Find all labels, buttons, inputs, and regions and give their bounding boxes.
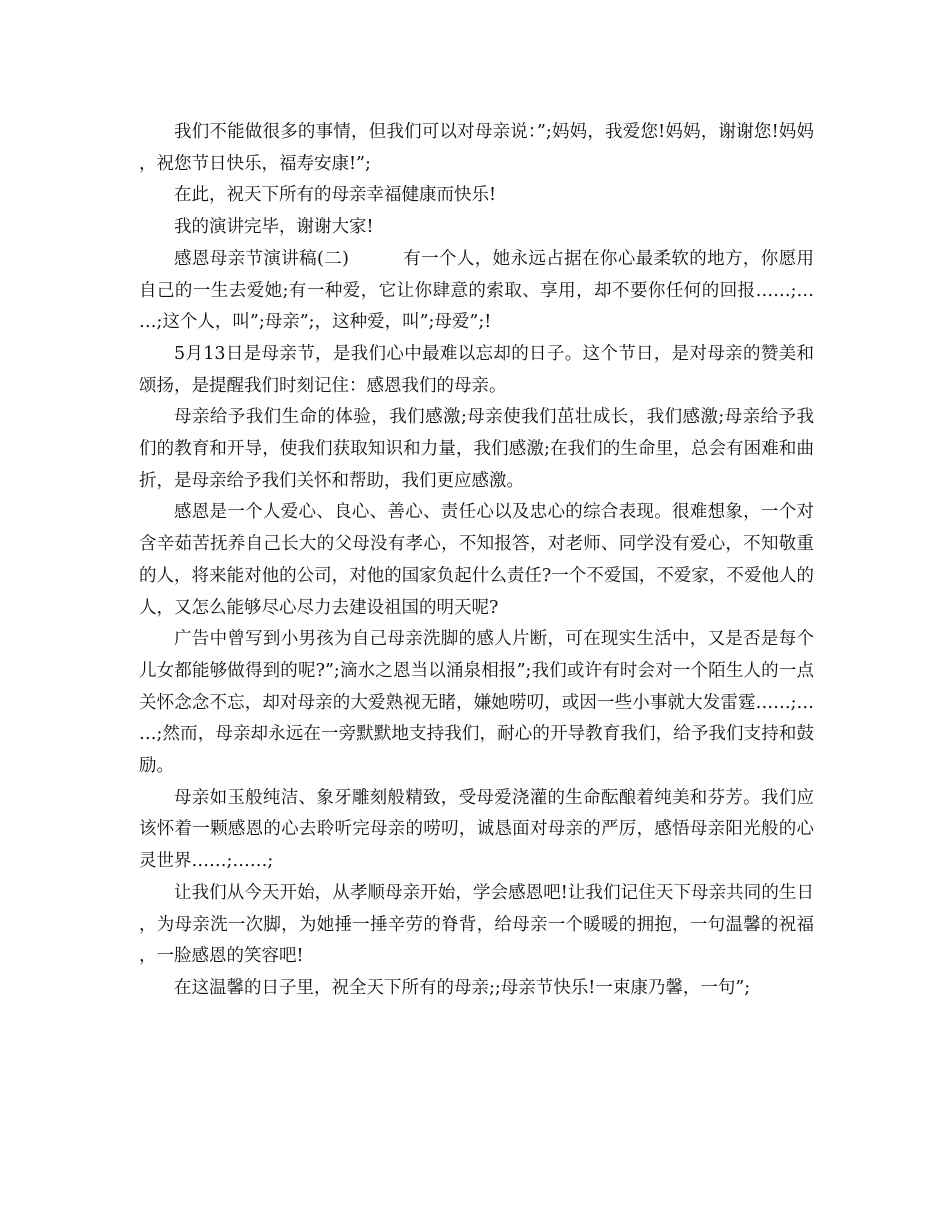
document-body xyxy=(139,117,814,1005)
paragraph-9: 让我们从今天开始，从孝顺母亲开始，学会感恩吧!让我们记住天下母亲共同的生日，为母亲洗一次脚，为她捶一捶辛劳的脊背，给母亲一个暖暖的拥抱，一句温馨的祝福，一脸感恩的笑容吧! xyxy=(139,882,814,967)
paragraph-5: 母亲给予我们生命的体验，我们感激;母亲使我们茁壮成长，我们感激;母亲给予我们的教育和开导，使我们获取知识和力量，我们感激;在我们的生命里，总会有困难和曲折，是母亲给予我们关怀和帮助，我们更应感激。 xyxy=(139,407,814,491)
paragraph-7: 广告中曾写到小男孩为自己母亲洗脚的感人片断，可在现实生活中，又是否是每个儿女都能够做得到的呢?”;滴水之恩当以涌泉相报”;我们或许有时会对一个陌生人的一点关怀念念不忘，却对母亲的大爱熟视无睹，嫌她唠叨，或因一些小事就大发雷霆……;……;然而，母亲却永远在一旁默默地支持我们，耐心的开导教育我们，给予我们支持和鼓励。 xyxy=(139,629,814,777)
section-paragraph xyxy=(139,244,814,339)
paragraph-4: 5月13日是母亲节，是我们心中最难以忘却的日子。这个节日，是对母亲的赞美和颂扬，是提醒我们时刻记住：感恩我们的母亲。 xyxy=(139,343,814,396)
paragraph-2: 在此，祝天下所有的母亲幸福健康而快乐! xyxy=(174,185,497,206)
paragraph-1: 我们不能做很多的事情，但我们可以对母亲说：”;妈妈，我爱您!妈妈，谢谢您!妈妈，祝您节日快乐，福寿安康!”; xyxy=(139,122,814,174)
paragraph-6: 感恩是一个人爱心、良心、善心、责任心以及忠心的综合表现。很难想象，一个对含辛茹苦抚养自己长大的父母没有孝心，不知报答，对老师、同学没有爱心，不知敬重的人，将来能对他的公司，对他的国家负起什么责任?一个不爱国，不爱家，不爱他人的人，又怎么能够尽心尽力去建设祖国的明天呢? xyxy=(139,502,814,618)
paragraph-3: 我的演讲完毕，谢谢大家! xyxy=(174,217,374,238)
section-heading: 感恩母亲节演讲稿(二) xyxy=(174,248,349,269)
paragraph-10: 在这温馨的日子里，祝全天下所有的母亲;;母亲节快乐!一束康乃馨，一句”; xyxy=(174,977,751,998)
paragraph-8: 母亲如玉般纯洁、象牙雕刻般精致，受母爱浇灌的生命酝酿着纯美和芬芳。我们应该怀着一颗感恩的心去聆听完母亲的唠叨，诚恳面对母亲的严厉，感悟母亲阳光般的心灵世界……;……; xyxy=(139,787,814,872)
section-intro-text: 有一个人，她永远占据在你心最柔软的地方，你愿用自己的一生去爱她;有一种爱，它让你肆意的索取、享用，却不要你任何的回报……;……;这个人，叫”;母亲”;，这种爱，叫”;母爱”;! xyxy=(139,248,815,333)
